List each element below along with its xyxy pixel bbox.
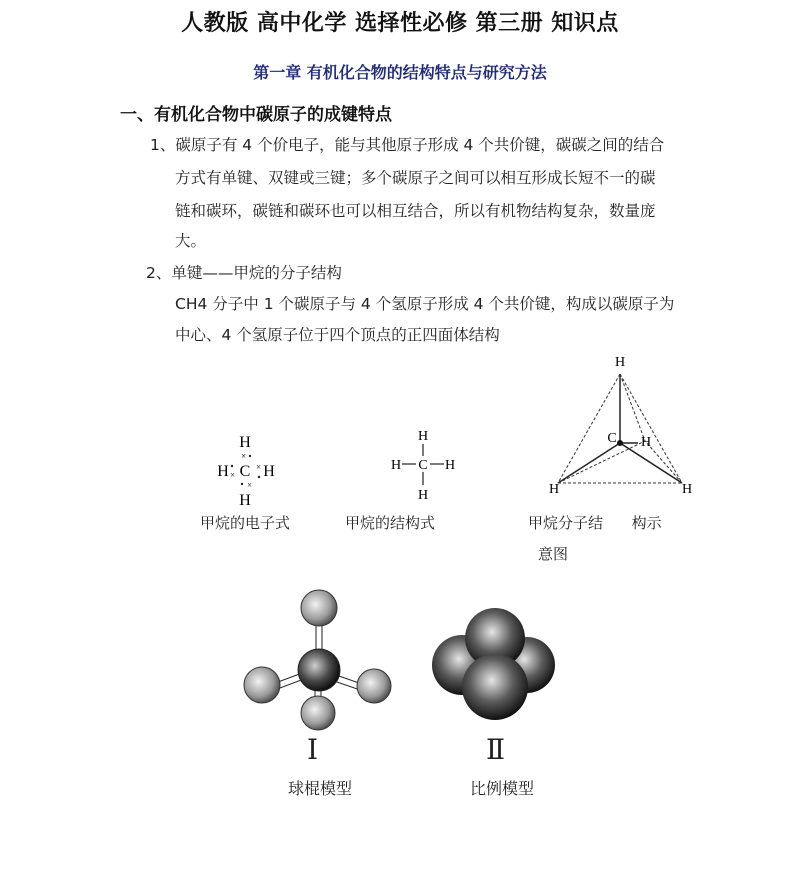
svg-text:C: C: [418, 458, 428, 473]
section-heading: 一、有机化合物中碳原子的成键特点: [120, 105, 392, 125]
ball-stick-numeral: Ⅰ: [307, 735, 319, 766]
item2-line-2: 中心、4 个氢原子位于四个顶点的正四面体结构: [175, 326, 500, 344]
svg-text:H: H: [640, 435, 652, 450]
svg-text:H: H: [548, 482, 560, 497]
ball-stick-model: [240, 585, 400, 735]
ball-stick-caption: 球棍模型: [288, 779, 353, 798]
svg-text:×: ×: [241, 451, 247, 461]
item1-line-1: 1、碳原子有 4 个价电子，能与其他原子形成 4 个共价键，碳碳之间的结合: [150, 136, 665, 154]
svg-text:×: ×: [230, 470, 236, 480]
tetrahedron-caption-line-2: 意图: [538, 545, 569, 563]
svg-text:H: H: [681, 482, 693, 497]
item1-line-3: 链和碳环，碳链和碳环也可以相互结合，所以有机物结构复杂，数量庞: [175, 202, 656, 220]
svg-text:H: H: [239, 434, 251, 451]
svg-text:H: H: [390, 458, 402, 473]
svg-text:H: H: [217, 463, 229, 480]
space-filling-model: [432, 605, 562, 730]
structural-formula-caption: 甲烷的结构式: [345, 514, 436, 532]
chapter-heading: 第一章 有机化合物的结构特点与研究方法: [253, 63, 547, 82]
electron-formula-caption: 甲烷的电子式: [200, 514, 291, 532]
svg-text:×: ×: [247, 480, 253, 490]
svg-text:H: H: [417, 488, 429, 503]
svg-text:C: C: [607, 431, 617, 446]
item1-line-2: 方式有单键、双键或三键；多个碳原子之间可以相互形成长短不一的碳: [175, 169, 656, 187]
space-filling-numeral: Ⅱ: [486, 735, 506, 766]
svg-text:C: C: [239, 463, 251, 480]
tetrahedron-caption-line-1: 甲烷分子结 构示: [528, 514, 662, 532]
methane-electron-formula: [205, 425, 295, 510]
space-filling-caption: 比例模型: [470, 779, 535, 798]
svg-text:H: H: [444, 458, 456, 473]
svg-text:H: H: [614, 355, 626, 370]
svg-text:H: H: [263, 463, 275, 480]
methane-structural-formula: [388, 425, 468, 505]
item1-line-4: 大。: [175, 232, 207, 250]
document-title: 人教版 高中化学 选择性必修 第三册 知识点: [181, 11, 619, 36]
svg-text:H: H: [239, 492, 251, 509]
svg-text:H: H: [417, 429, 429, 444]
item2-line-1: CH4 分子中 1 个碳原子与 4 个氢原子形成 4 个共价键，构成以碳原子为: [175, 295, 675, 313]
item2-heading: 2、单键——甲烷的分子结构: [146, 264, 342, 282]
methane-tetrahedron-diagram: [540, 348, 700, 498]
svg-text:×: ×: [256, 462, 262, 472]
